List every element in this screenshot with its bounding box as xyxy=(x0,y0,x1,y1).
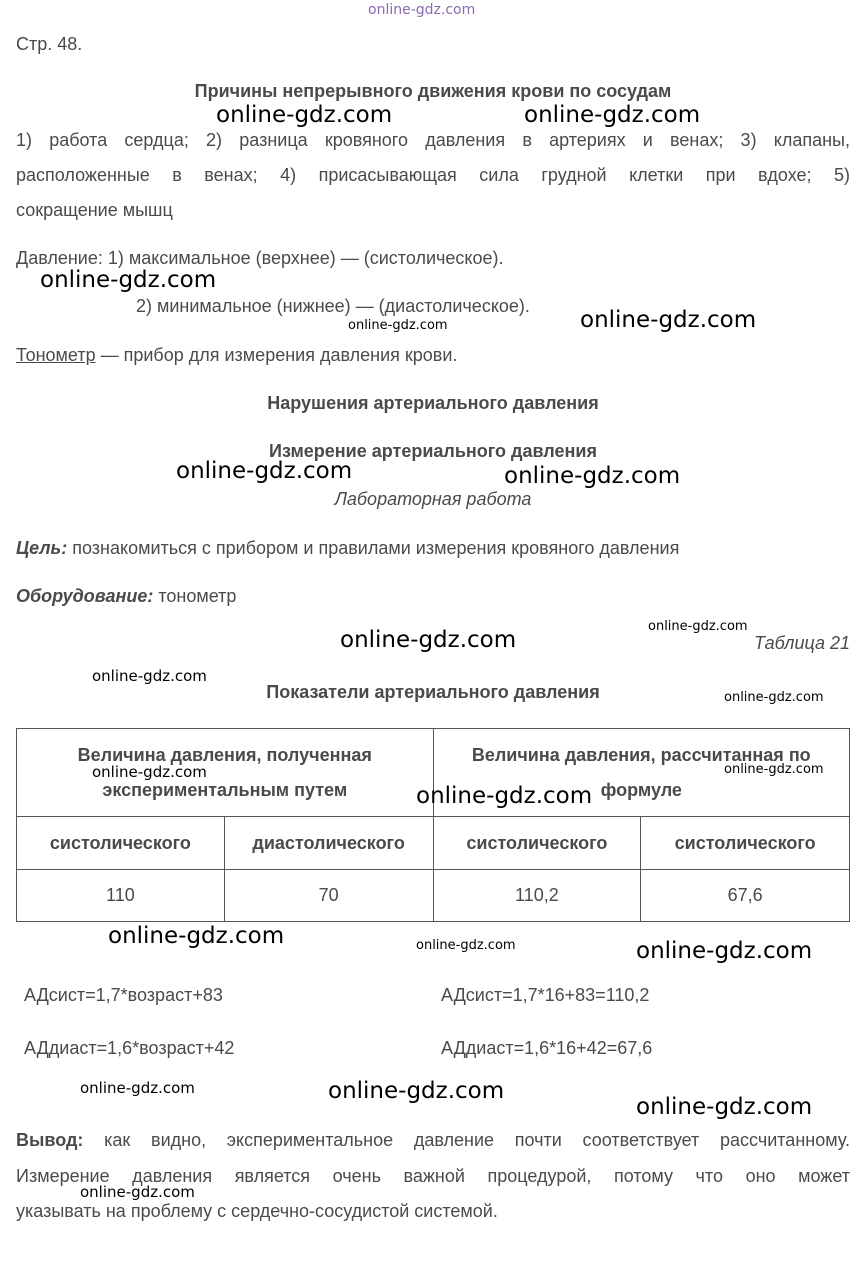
goal-text: познакомиться с прибором и правилами измерения кровяного давления xyxy=(67,538,680,558)
watermark: online-gdz.com xyxy=(504,463,681,489)
table-row xyxy=(17,870,850,922)
table-group-header-calculated: Величина давления, рассчитанная по формуле xyxy=(433,729,849,817)
formula-systolic-general: АДсист=1,7*возраст+83 xyxy=(24,985,223,1005)
section-heading-disorders: Нарушения артериального давления xyxy=(267,393,599,413)
pressure-line-2: 2) минимальное (нижнее) — (диастолическое). xyxy=(136,296,530,316)
causes-line-1: 1) работа сердца; 2) разница кровяного давления в артериях и венах; 3) клапаны, xyxy=(16,130,850,150)
watermark: online-gdz.com xyxy=(724,690,824,705)
conclusion-line-2: Измерение давления является очень важной процедурой, потому что оно может xyxy=(16,1166,850,1186)
section-heading-causes: Причины непрерывного движения крови по сосудам xyxy=(194,81,672,101)
table-group-header-experimental: Величина давления, полученная экспериментальным путем xyxy=(17,729,434,817)
conclusion-line-1 xyxy=(16,1130,850,1151)
table-caption: Таблица 21 xyxy=(753,633,850,653)
watermark: online-gdz.com xyxy=(92,667,207,685)
watermark: online-gdz.com xyxy=(524,102,701,128)
causes-line-3: сокращение мышц xyxy=(16,200,173,220)
watermark: online-gdz.com xyxy=(724,762,824,777)
watermark: online-gdz.com xyxy=(636,1094,813,1120)
section-heading-measurement: Измерение артериального давления xyxy=(269,441,597,461)
lab-work-subtitle: Лабораторная работа xyxy=(334,489,532,509)
watermark: online-gdz.com xyxy=(648,619,748,634)
watermark: online-gdz.com xyxy=(580,307,757,333)
equipment-line xyxy=(16,586,236,607)
tonometer-description: — прибор для измерения давления крови. xyxy=(95,345,458,365)
equipment-text: тонометр xyxy=(153,586,237,606)
table-subheader-cell: систолического xyxy=(641,817,850,870)
goal-label: Цель: xyxy=(16,538,68,558)
page-number: Стр. 48. xyxy=(16,34,83,54)
table-subheader-cell: систолического xyxy=(433,817,641,870)
goal-line xyxy=(16,538,679,559)
conclusion-line-3: указывать на проблему с сердечно-сосудистой системой. xyxy=(16,1201,498,1221)
table-title: Показатели артериального давления xyxy=(266,682,600,702)
watermark: online-gdz.com xyxy=(176,458,353,484)
table-cell: 110 xyxy=(17,870,225,922)
formula-diastolic-general: АДдиаст=1,6*возраст+42 xyxy=(24,1038,235,1058)
watermark: online-gdz.com xyxy=(80,1183,195,1201)
watermark: online-gdz.com xyxy=(340,627,517,653)
watermark: online-gdz.com xyxy=(416,938,516,953)
watermark: online-gdz.com xyxy=(108,923,285,949)
table-subheader-cell: диастолического xyxy=(224,817,433,870)
pressure-line-1: Давление: 1) максимальное (верхнее) — (систолическое). xyxy=(16,248,504,268)
watermark: online-gdz.com xyxy=(40,267,217,293)
equipment-label: Оборудование: xyxy=(16,586,154,606)
tonometer-definition xyxy=(16,345,457,366)
watermark: online-gdz.com xyxy=(216,102,393,128)
pressure-table xyxy=(16,728,850,922)
watermark: online-gdz.com xyxy=(328,1078,505,1104)
watermark: online-gdz.com xyxy=(80,1079,195,1097)
table-cell: 110,2 xyxy=(433,870,641,922)
watermark: online-gdz.com xyxy=(416,783,593,809)
watermark: online-gdz.com xyxy=(348,318,448,333)
formula-systolic-calculated: АДсист=1,7*16+83=110,2 xyxy=(441,985,650,1005)
table-subheader-row xyxy=(17,817,850,870)
table-cell: 70 xyxy=(224,870,433,922)
watermark: online-gdz.com xyxy=(636,938,813,964)
watermark-top: online-gdz.com xyxy=(368,2,476,18)
tonometer-term: Тонометр xyxy=(16,345,96,365)
conclusion-label: Вывод: xyxy=(16,1130,84,1150)
causes-line-2: расположенные в венах; 4) присасывающая сила грудной клетки при вдохе; 5) xyxy=(16,165,850,185)
table-cell: 67,6 xyxy=(641,870,850,922)
formula-diastolic-calculated: АДдиаст=1,6*16+42=67,6 xyxy=(441,1038,653,1058)
conclusion-text: как видно, экспериментальное давление почти соответствует рассчитанному. xyxy=(83,1130,850,1150)
table-subheader-cell: систолического xyxy=(17,817,225,870)
watermark: online-gdz.com xyxy=(92,763,207,781)
